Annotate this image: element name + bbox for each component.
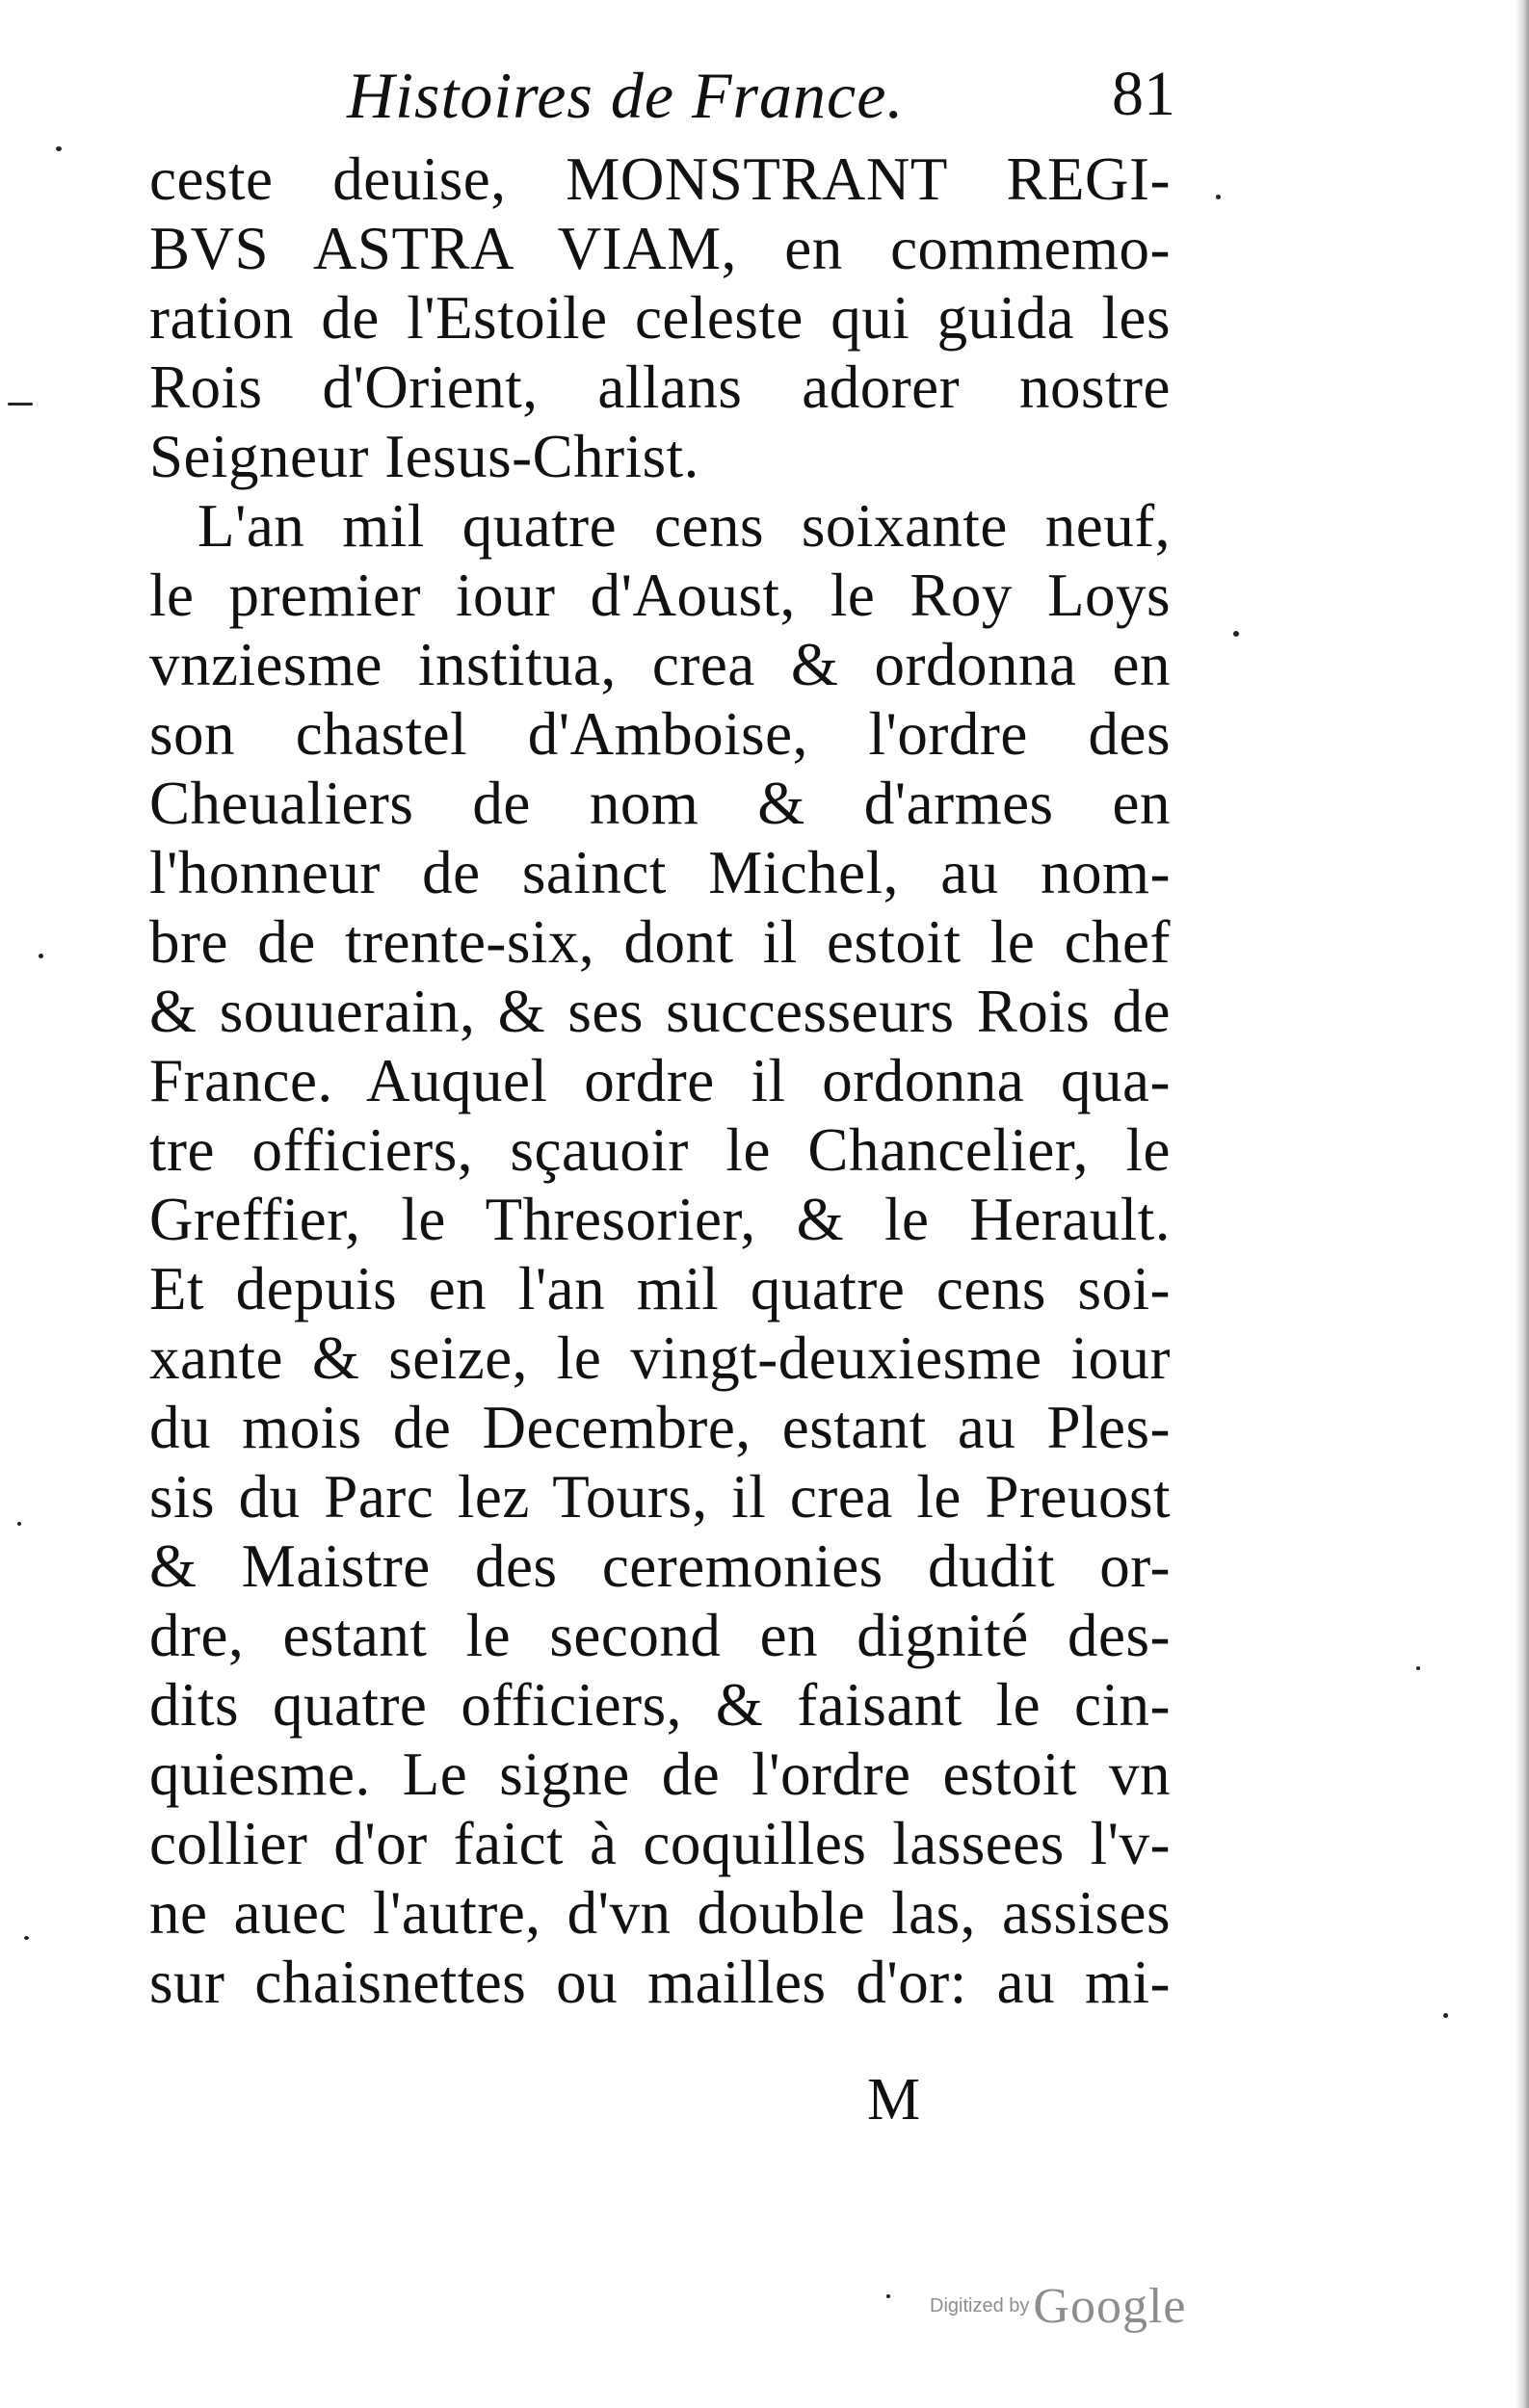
text-line: France. Auquel ordre il ordonna qua- bbox=[149, 1047, 1171, 1114]
paragraph-start-line: L'an mil quatre cens soixante neuf, bbox=[198, 492, 1171, 560]
text-line: Cheualiers de nom & d'armes en bbox=[149, 770, 1171, 837]
text-line: son chastel d'Amboise, l'ordre des bbox=[149, 700, 1171, 768]
running-head-title: Histoires de France. bbox=[347, 59, 905, 132]
text-line: ne auec l'autre, d'vn double las, assises bbox=[149, 1879, 1171, 1947]
scan-speck bbox=[56, 146, 62, 151]
text-line: du mois de Decembre, estant au Ples- bbox=[149, 1394, 1171, 1461]
text-line: collier d'or faict à coquilles lassees l'v- bbox=[149, 1810, 1171, 1877]
page-number: 81 bbox=[1112, 59, 1175, 129]
scan-speck bbox=[1416, 1666, 1420, 1670]
signature-mark: M bbox=[867, 2067, 921, 2133]
text-line: l'honneur de sainct Michel, au nom- bbox=[149, 839, 1171, 906]
scan-speck bbox=[1443, 2013, 1448, 2018]
text-line: xante & seize, le vingt-deuxiesme iour bbox=[149, 1324, 1171, 1392]
text-line: ceste deuise, MONSTRANT REGI- bbox=[149, 145, 1171, 213]
text-line: ration de l'Estoile celeste qui guida les bbox=[149, 284, 1171, 352]
text-line: dre, estant le second en dignité des- bbox=[149, 1602, 1171, 1669]
text-line: sur chaisnettes ou mailles d'or: au mi- bbox=[149, 1949, 1171, 2016]
body-text bbox=[149, 144, 1171, 2017]
text-line: Greffier, le Thresorier, & le Herault. bbox=[149, 1186, 1171, 1253]
scan-speck bbox=[886, 2294, 890, 2298]
text-line: bre de trente-six, dont il estoit le chef bbox=[149, 908, 1171, 976]
text-line: Et depuis en l'an mil quatre cens soi- bbox=[149, 1255, 1171, 1322]
scan-speck bbox=[1233, 631, 1239, 637]
text-line: vnziesme institua, crea & ordonna en bbox=[149, 631, 1171, 698]
watermark-brand: Google bbox=[1033, 2279, 1187, 2334]
scan-speck bbox=[1216, 195, 1221, 199]
text-line: tre officiers, sçauoir le Chancelier, le bbox=[149, 1116, 1171, 1184]
text-line: sis du Parc lez Tours, il crea le Preuost bbox=[149, 1463, 1171, 1531]
digitization-watermark bbox=[930, 2278, 1186, 2335]
scan-speck bbox=[17, 1522, 21, 1526]
running-head bbox=[347, 58, 1175, 144]
text-line: & souuerain, & ses successeurs Rois de bbox=[149, 978, 1171, 1045]
text-line: Seigneur Iesus-Christ. bbox=[149, 423, 699, 490]
page-edge-shadow bbox=[1516, 0, 1529, 2408]
text-line: Rois d'Orient, allans adorer nostre bbox=[149, 353, 1171, 421]
text-line: quiesme. Le signe de l'ordre estoit vn bbox=[149, 1741, 1171, 1808]
watermark-prefix: Digitized by bbox=[930, 2295, 1030, 2316]
scan-speck bbox=[39, 954, 43, 958]
text-line: dits quatre officiers, & faisant le cin- bbox=[149, 1671, 1171, 1739]
text-line: le premier iour d'Aoust, le Roy Loys bbox=[149, 562, 1171, 629]
text-line: BVS ASTRA VIAM, en commemo- bbox=[149, 215, 1171, 282]
scan-speck bbox=[24, 1936, 29, 1940]
text-line: & Maistre des ceremonies dudit or- bbox=[149, 1532, 1171, 1600]
scan-speck bbox=[8, 403, 33, 406]
